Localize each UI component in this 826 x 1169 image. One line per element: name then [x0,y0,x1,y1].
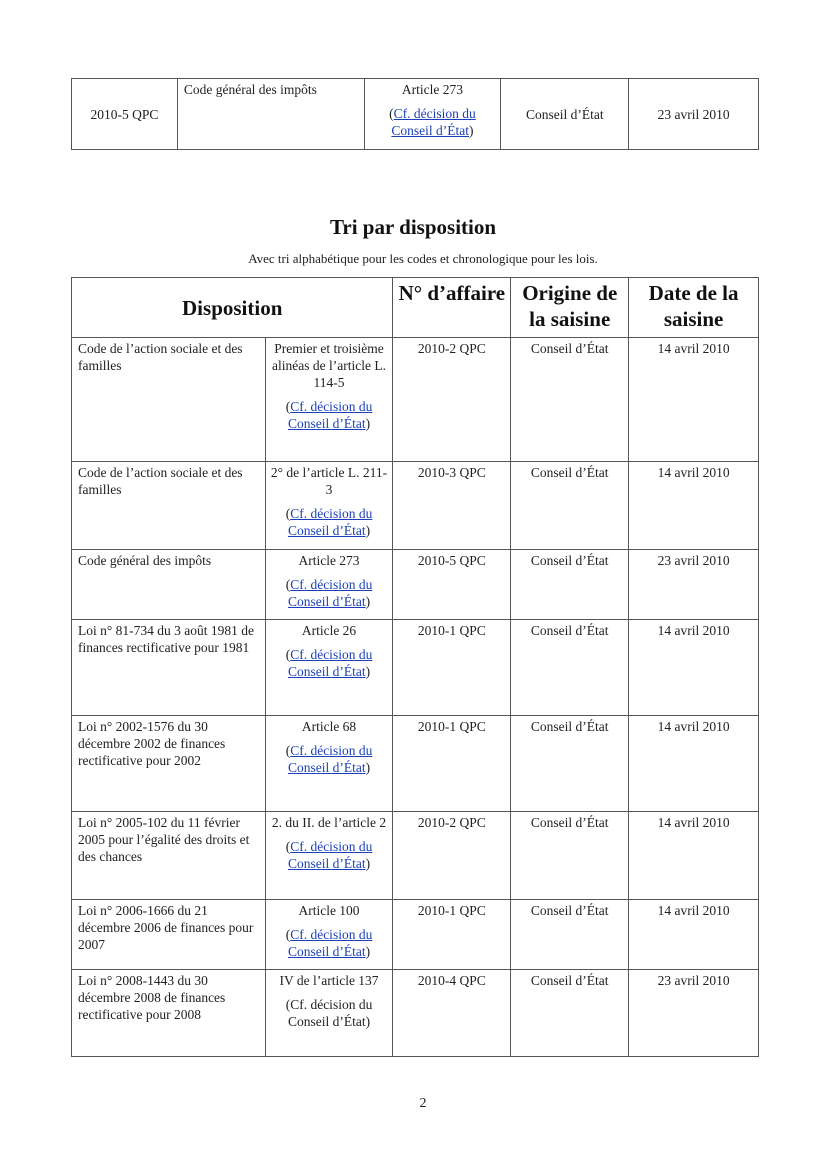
cf-decision-link[interactable]: Cf. décision du Conseil d’État [391,106,476,138]
date-cell: 23 avril 2010 [629,79,759,150]
affaire-cell: 2010-5 QPC [393,550,511,620]
article-cell [265,970,393,1057]
cf-line [369,105,497,139]
affaire-cell: 2010-1 QPC [393,716,511,812]
article-cell [364,79,501,150]
cf-open: ( [285,577,291,592]
table-row [72,338,759,462]
cf-close: ) [365,416,371,431]
origine-cell: Conseil d’État [511,812,629,900]
header-origine: Origine de la saisine [511,278,629,338]
affaire-cell: 2010-4 QPC [393,970,511,1057]
affaire-cell: 2010-5 QPC [72,79,178,150]
cf-decision-link[interactable]: Cf. décision du Conseil d’État [287,506,373,538]
table-row [72,79,759,150]
date-cell: 14 avril 2010 [629,716,759,812]
affaire-cell: 2010-2 QPC [393,338,511,462]
table-row [72,900,759,970]
disposition-cell: Loi n° 2005-102 du 11 février 2005 pour l’égalité des droits et des chances [72,812,266,900]
cf-line [270,926,389,960]
cf-close: ) [365,523,371,538]
article-text: 2° de l’article L. 211-3 [270,465,388,497]
article-text: Article 68 [301,719,357,734]
origine-cell: Conseil d’État [511,716,629,812]
affaire-cell: 2010-3 QPC [393,462,511,550]
cf-line [270,398,389,432]
origine-cell: Conseil d’État [511,550,629,620]
article-text: Article 273 [401,82,463,97]
cf-line [270,996,389,1030]
cf-close: ) [469,123,474,138]
article-cell [265,716,393,812]
cf-line [270,742,389,776]
cf-open: ( [285,743,291,758]
article-cell [265,620,393,716]
disposition-table [71,277,759,1057]
cf-close: ) [365,664,371,679]
origine-cell: Conseil d’État [511,900,629,970]
header-affaire: N° d’affaire [393,278,511,338]
disposition-cell: Code de l’action sociale et des familles [72,338,266,462]
table-row [72,970,759,1057]
date-cell: 23 avril 2010 [629,550,759,620]
cf-close: ) [365,594,371,609]
header-disposition: Disposition [72,278,393,338]
date-cell: 14 avril 2010 [629,812,759,900]
article-text: Article 273 [298,553,360,568]
disposition-cell: Loi n° 2006-1666 du 21 décembre 2006 de finances pour 2007 [72,900,266,970]
disposition-cell: Loi n° 81-734 du 3 août 1981 de finances rectificative pour 1981 [72,620,266,716]
cf-decision-link[interactable]: Cf. décision du Conseil d’État [287,927,373,959]
date-cell: 14 avril 2010 [629,338,759,462]
cf-line [270,576,389,610]
cf-open: ( [285,399,291,414]
cf-decision-link[interactable]: Cf. décision du Conseil d’État [287,577,373,609]
article-cell [265,462,393,550]
article-text: 2. du II. de l’article 2 [271,815,387,830]
cf-decision-link[interactable]: Cf. décision du Conseil d’État [287,743,373,775]
header-date: Date de la saisine [629,278,759,338]
date-cell: 23 avril 2010 [629,970,759,1057]
article-text: IV de l’article 137 [279,973,379,988]
disposition-cell: Code général des impôts [72,550,266,620]
disposition-cell: Loi n° 2002-1576 du 30 décembre 2002 de finances rectificative pour 2002 [72,716,266,812]
cf-close: ) [365,760,371,775]
date-cell: 14 avril 2010 [629,900,759,970]
affaire-cell: 2010-1 QPC [393,900,511,970]
affaire-cell: 2010-2 QPC [393,812,511,900]
article-text: Article 100 [298,903,360,918]
cf-close: ) [365,856,371,871]
cf-decision-text: Cf. décision du Conseil d’État [287,997,373,1029]
origine-cell: Conseil d’État [511,970,629,1057]
table-header-row [72,278,759,338]
article-text: Premier et troisième alinéas de l’article L. 114-5 [272,341,386,390]
cf-open: ( [285,647,291,662]
code-cell: Code général des impôts [177,79,364,150]
cf-open: ( [285,997,291,1012]
cf-line [270,838,389,872]
disposition-cell: Code de l’action sociale et des familles [72,462,266,550]
cf-open: ( [285,927,291,942]
disposition-cell: Loi n° 2008-1443 du 30 décembre 2008 de finances rectificative pour 2008 [72,970,266,1057]
cf-open: ( [389,106,394,121]
cf-close: ) [365,1014,371,1029]
section-title: Tri par disposition [329,215,497,239]
date-cell: 14 avril 2010 [629,462,759,550]
affaire-cell: 2010-1 QPC [393,620,511,716]
article-cell [265,338,393,462]
cf-line [270,646,389,680]
cf-open: ( [285,506,291,521]
origine-cell: Conseil d’État [511,620,629,716]
origine-cell: Conseil d’État [501,79,629,150]
top-table [71,78,759,150]
origine-cell: Conseil d’État [511,462,629,550]
cf-open: ( [285,839,291,854]
cf-line [270,505,389,539]
article-text: Article 26 [301,623,357,638]
table-row [72,550,759,620]
table-row [72,716,759,812]
article-cell [265,812,393,900]
table-row [72,620,759,716]
cf-decision-link[interactable]: Cf. décision du Conseil d’État [287,647,373,679]
cf-close: ) [365,944,371,959]
table-row [72,462,759,550]
page-number: 2 [419,1096,427,1111]
date-cell: 14 avril 2010 [629,620,759,716]
cf-decision-link[interactable]: Cf. décision du Conseil d’État [287,399,373,431]
section-subtitle: Avec tri alphabétique pour les codes et chronologique pour les lois. [248,251,598,266]
table-row [72,812,759,900]
origine-cell: Conseil d’État [511,338,629,462]
cf-decision-link[interactable]: Cf. décision du Conseil d’État [287,839,373,871]
article-cell [265,900,393,970]
article-cell [265,550,393,620]
